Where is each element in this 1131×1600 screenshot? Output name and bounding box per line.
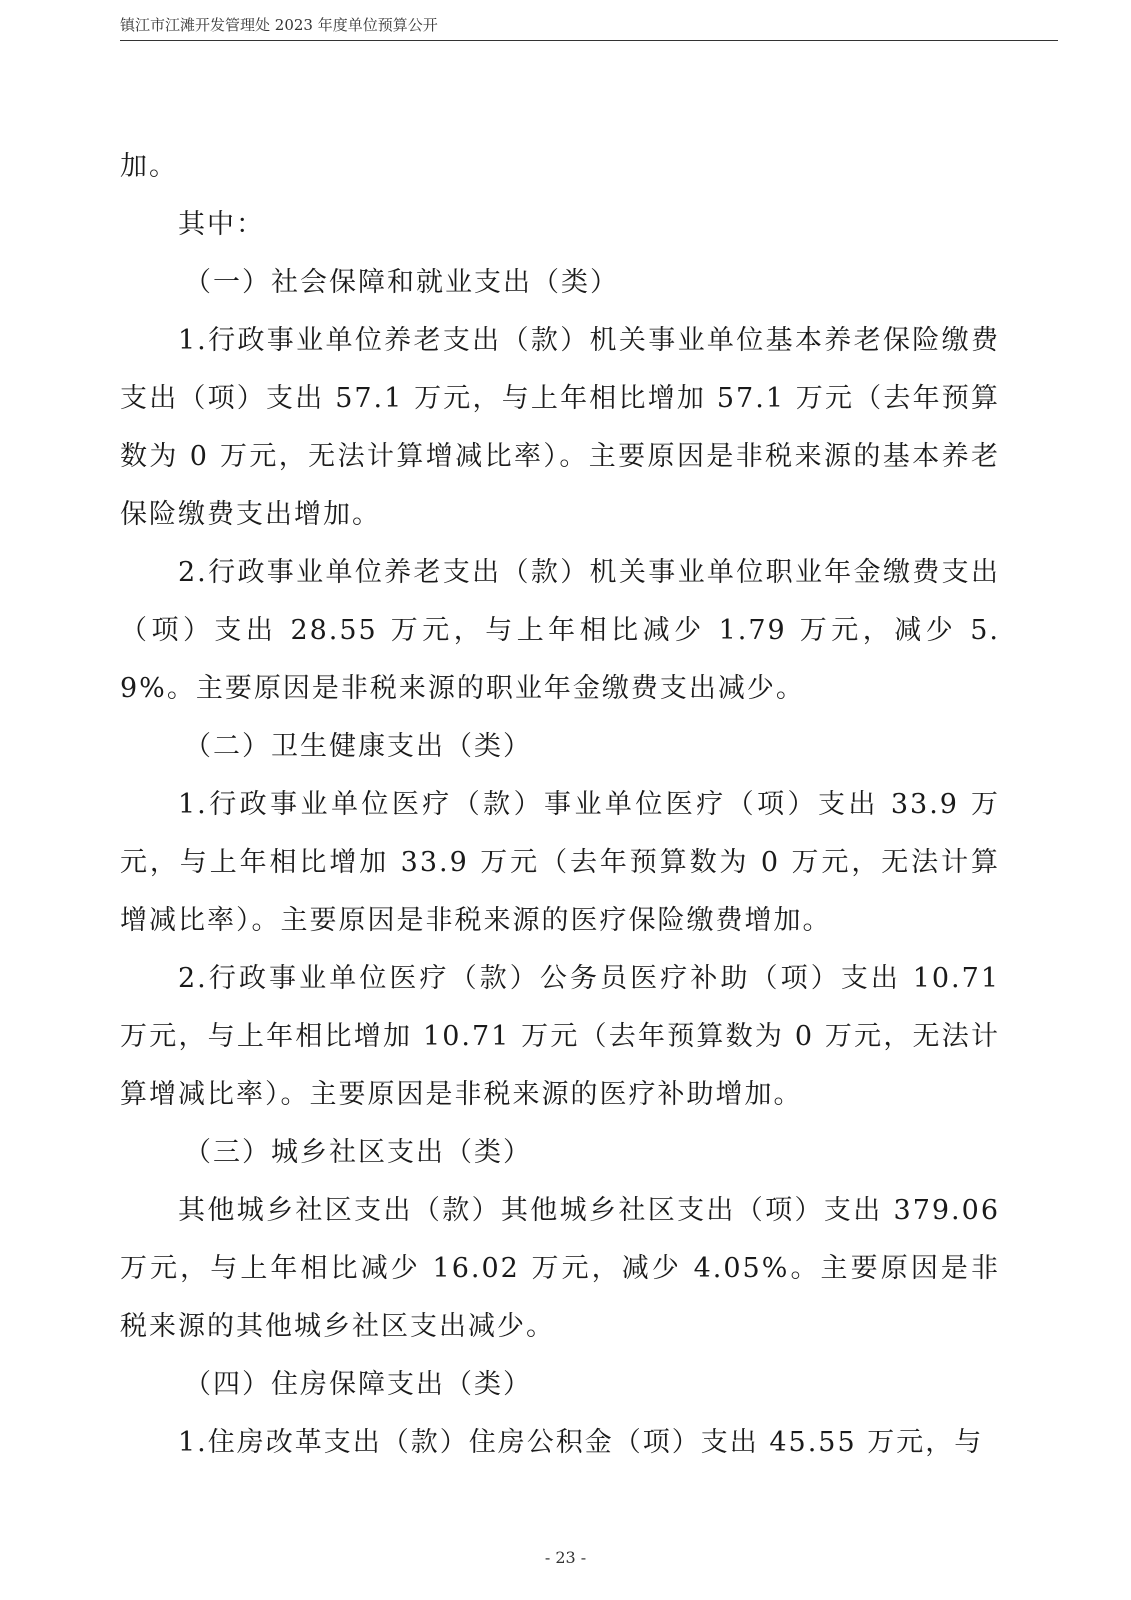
page-header [120, 14, 1058, 41]
paragraph-pension-occupational: 2.行政事业单位养老支出（款）机关事业单位职业年金缴费支出（项）支出 28.55 万元，与上年相比减少 1.79 万元，减少 5.9%。主要原因是非税来源的职业年金缴费支出减少。 [120, 557, 1000, 704]
paragraph-intro: 其中： [178, 209, 265, 240]
page-number: - 23 - [544, 1548, 587, 1567]
document-body [120, 138, 1000, 1472]
paragraph-pension-basic: 1.行政事业单位养老支出（款）机关事业单位基本养老保险缴费支出（项）支出 57.1 万元，与上年相比增加 57.1 万元（去年预算数为 0 万元，无法计算增减比率）。主要原因是非税来源的基本养老保险缴费支出增加。 [120, 325, 1000, 530]
section-heading-housing: （四）住房保障支出（类） [184, 1369, 532, 1400]
section-heading-urban-rural: （三）城乡社区支出（类） [184, 1137, 532, 1168]
header-title: 镇江市江滩开发管理处 2023 年度单位预算公开 [120, 16, 438, 34]
section-heading-social-security: （一）社会保障和就业支出（类） [184, 267, 619, 298]
paragraph-medical-civil-servant: 2.行政事业单位医疗（款）公务员医疗补助（项）支出 10.71 万元，与上年相比增加 10.71 万元（去年预算数为 0 万元，无法计算增减比率）。主要原因是非税来源的医疗补助增加。 [120, 963, 1000, 1110]
paragraph-urban-rural-other: 其他城乡社区支出（款）其他城乡社区支出（项）支出 379.06 万元，与上年相比减少 16.02 万元，减少 4.05%。主要原因是非税来源的其他城乡社区支出减少。 [120, 1195, 1000, 1342]
paragraph-housing-fund: 1.住房改革支出（款）住房公积金（项）支出 45.55 万元，与 [178, 1427, 984, 1458]
section-heading-health: （二）卫生健康支出（类） [184, 731, 532, 762]
paragraph-continuation: 加。 [120, 151, 178, 182]
paragraph-medical-institution: 1.行政事业单位医疗（款）事业单位医疗（项）支出 33.9 万元，与上年相比增加 33.9 万元（去年预算数为 0 万元，无法计算增减比率）。主要原因是非税来源的医疗保险缴费增加。 [120, 789, 1000, 936]
